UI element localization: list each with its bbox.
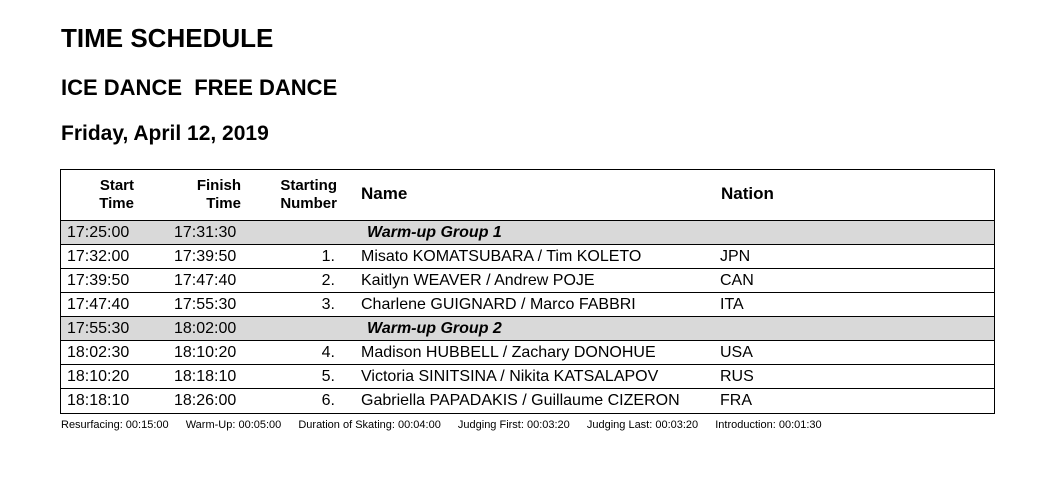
nation-cell: JPN — [720, 248, 751, 265]
footer-duration: Duration of Skating: 00:04:00 — [298, 419, 441, 431]
column-header-starting-number-label: Starting Number — [280, 177, 337, 212]
start-time-cell: 18:18:10 — [67, 392, 130, 409]
finish-time-cell: 18:26:00 — [174, 392, 237, 409]
finish-time-cell: 17:55:30 — [174, 296, 237, 313]
schedule-footer — [61, 418, 836, 432]
warmup-group-row — [61, 221, 994, 245]
start-time-cell: 17:39:50 — [67, 272, 130, 289]
starting-number-cell: 6. — [321, 392, 335, 409]
event-date: Friday, April 12, 2019 — [61, 122, 269, 145]
table-row — [61, 389, 994, 413]
nation-cell: ITA — [720, 296, 744, 313]
column-header-starting-number — [271, 177, 337, 213]
footer-judging-last: Judging Last: 00:03:20 — [586, 419, 699, 431]
starting-number-cell: 5. — [321, 368, 335, 385]
finish-time-cell: 17:31:30 — [174, 224, 237, 241]
table-body — [61, 221, 994, 413]
table-row — [61, 365, 994, 389]
start-time-cell: 17:25:00 — [67, 224, 130, 241]
table-row — [61, 341, 994, 365]
skater-names-cell: Gabriella PAPADAKIS / Guillaume CIZERON — [361, 392, 680, 409]
table-row — [61, 269, 994, 293]
table-row — [61, 293, 994, 317]
table-header — [61, 170, 994, 221]
column-header-finish-time — [171, 177, 241, 213]
table-row — [61, 245, 994, 269]
page-title: TIME SCHEDULE — [61, 23, 274, 53]
footer-warmup: Warm-Up: 00:05:00 — [185, 419, 282, 431]
warmup-group-label: Warm-up Group 1 — [367, 224, 502, 241]
warmup-group-row — [61, 317, 994, 341]
starting-number-cell: 3. — [321, 296, 335, 313]
start-time-cell: 17:47:40 — [67, 296, 130, 313]
column-header-start-time — [61, 177, 134, 213]
skater-names-cell: Kaitlyn WEAVER / Andrew POJE — [361, 272, 595, 289]
nation-cell: RUS — [720, 368, 754, 385]
starting-number-cell: 2. — [321, 272, 335, 289]
nation-cell: USA — [720, 344, 753, 361]
finish-time-cell: 18:10:20 — [174, 344, 237, 361]
finish-time-cell: 18:02:00 — [174, 320, 237, 337]
nation-cell: CAN — [720, 272, 754, 289]
column-header-name: Name — [361, 184, 408, 203]
starting-number-cell: 4. — [321, 344, 335, 361]
footer-introduction: Introduction: 00:01:30 — [715, 419, 822, 431]
finish-time-cell: 17:39:50 — [174, 248, 237, 265]
start-time-cell: 18:02:30 — [67, 344, 130, 361]
finish-time-cell: 18:18:10 — [174, 368, 237, 385]
column-header-nation: Nation — [721, 184, 774, 203]
skater-names-cell: Victoria SINITSINA / Nikita KATSALAPOV — [361, 368, 659, 385]
column-header-start-time-label: Start Time — [99, 177, 134, 212]
start-time-cell: 17:55:30 — [67, 320, 130, 337]
finish-time-cell: 17:47:40 — [174, 272, 237, 289]
skater-names-cell: Misato KOMATSUBARA / Tim KOLETO — [361, 248, 642, 265]
start-time-cell: 17:32:00 — [67, 248, 130, 265]
starting-number-cell: 1. — [321, 248, 335, 265]
skater-names-cell: Madison HUBBELL / Zachary DONOHUE — [361, 344, 656, 361]
start-time-cell: 18:10:20 — [67, 368, 130, 385]
warmup-group-label: Warm-up Group 2 — [367, 320, 502, 337]
schedule-table — [60, 169, 995, 414]
footer-judging-first: Judging First: 00:03:20 — [457, 419, 570, 431]
skater-names-cell: Charlene GUIGNARD / Marco FABBRI — [361, 296, 636, 313]
nation-cell: FRA — [720, 392, 752, 409]
column-header-finish-time-label: Finish Time — [196, 177, 241, 212]
footer-resurfacing: Resurfacing: 00:15:00 — [61, 419, 169, 431]
event-subtitle: ICE DANCE FREE DANCE — [61, 75, 338, 100]
